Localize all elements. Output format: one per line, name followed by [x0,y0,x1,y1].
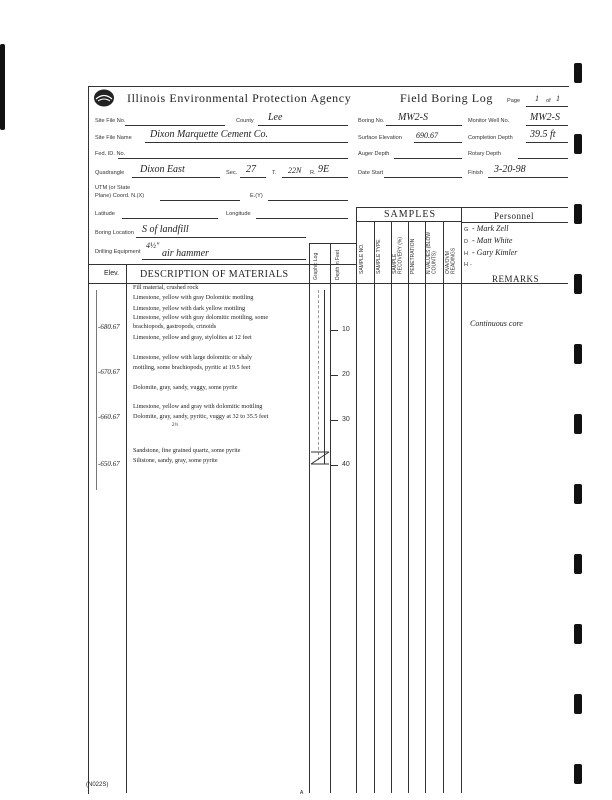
personnel-role-1: G [464,227,469,233]
agency-name: Illinois Environmental Protection Agency [127,91,352,105]
scan-mark-r7 [574,484,582,504]
completion-depth-line [526,142,568,143]
desc-row-9: Dolomite, gray, sandy, vuggy, some pyrite [133,384,238,391]
elev-670: -670.67 [98,368,120,376]
surface-elev-value[interactable]: 690.67 [416,131,438,140]
elev-col-border [126,264,127,793]
boring-no-line [386,125,462,126]
depth-tick-10 [330,330,338,331]
sample-col-sep-6 [461,221,462,793]
personnel-role-2: D [464,239,469,245]
form-title: Field Boring Log [400,91,493,105]
township-value[interactable]: 22N [288,166,302,175]
desc-row-8: mottling, some brachiopods, pyritic at 19.5 feet [133,364,251,371]
latitude-line [122,218,218,219]
page-underline [526,106,568,107]
scan-mark-r8 [574,554,582,574]
boring-no-label: Boring No. [358,118,385,124]
personnel-name-3[interactable]: - Gary Kimler [472,248,518,257]
boring-location-label: Boring Location [95,230,134,236]
auger-depth-line [394,158,462,159]
sample-col-2-header: SAMPLE TYPE [376,239,382,274]
desc-row-13: Siltstone, sandy, gray, some pyrite [133,457,218,464]
t-label: T. [272,170,277,176]
page-number[interactable]: 1 [535,94,539,103]
sample-col-sep-2 [391,221,392,793]
site-file-no-label: Site File No. [95,118,126,124]
depth-header: Depth in Feet [335,249,341,280]
footer-mark: A [300,790,304,796]
sample-col-6-header: OVA/OVM READINGS [445,247,457,274]
samples-top-line [356,207,568,208]
sample-col-sep-5 [443,221,444,793]
graphic-log-dash [318,290,319,460]
personnel-role-3: H [464,251,469,257]
monitor-well-label: Monitor Well No. [468,118,510,124]
drilling-equipment-value[interactable]: air hammer [162,248,209,259]
desc-row-2: Limestone, yellow with gray Dolomitic mottling [133,294,254,301]
t-r-line [282,177,348,178]
desc-row-11: Dolomite, gray, sandy, pyritic, vuggy at 32 to 35.5 feet [133,413,269,420]
surface-elev-label: Surface Elevation [358,135,402,141]
plane-coord-label: Plane) Coord. N.(X) [95,193,145,199]
depth-tick-40 [330,465,338,466]
coord-e-label: E.(Y) [250,193,263,199]
sec-line [240,177,266,178]
scan-mark-r10 [574,694,582,714]
graphic-col-border [330,243,331,793]
finish-line [488,177,568,178]
rotary-depth-label: Rotary Depth [468,151,501,157]
scan-mark-r4 [574,274,582,294]
drilling-equipment-size[interactable]: 4½" [146,241,160,250]
sample-col-1-header: SAMPLE NO. [359,243,365,274]
scan-mark-r6 [574,414,582,434]
quadrangle-value[interactable]: Dixon East [140,164,185,175]
depth-20: 20 [342,371,350,378]
elev-660: -660.67 [98,413,120,421]
remarks-text[interactable]: Continuous core [470,319,523,328]
desc-row-12: Sandstone, fine grained quartz, some pyrite [133,447,241,454]
form-border [88,86,569,794]
finish-label: Finish [468,170,483,176]
longitude-line [256,218,348,219]
sample-col-sep-1 [374,221,375,793]
scan-mark-r2 [574,134,582,154]
depth-tick-20 [330,375,338,376]
scan-mark-r1 [574,63,582,83]
desc-row-5: brachiopods, gastropods, crinoids [133,323,217,330]
elev-680: -680.67 [98,323,120,331]
latitude-label: Latitude [95,211,115,217]
desc-row-3: Limestone, yellow with dark yellow mottling [133,305,246,312]
personnel-name-4: - [470,262,472,268]
desc-row-7: Limestone, yellow with large dolomitic or shaly [133,354,252,361]
page-label: Page [507,98,521,104]
personnel-name-1[interactable]: - Mark Zell [472,224,509,233]
scan-mark-r5 [574,344,582,364]
r-label: R. [310,170,316,176]
depth-40: 40 [342,461,350,468]
finish-value[interactable]: 3-20-98 [494,164,526,175]
completion-depth-label: Completion Depth [468,135,513,141]
remarks-header: REMARKS [492,274,540,284]
graphic-log-well-line [324,290,325,464]
personnel-title-underline [461,222,568,223]
scan-mark-left [0,44,5,130]
page-of-label: of [546,98,551,104]
auger-depth-label: Auger Depth [358,151,390,157]
desc-row-4: Limestone, yellow with gray dolomitic mottling, some [133,314,269,321]
footer-code: (N022S) [86,782,109,788]
depth-10: 10 [342,326,350,333]
drilling-equipment-line [142,259,306,260]
scan-mark-r3 [574,204,582,224]
rotary-depth-line [518,158,568,159]
monitor-well-line [526,125,568,126]
personnel-name-2[interactable]: - Matt White [472,236,513,245]
depth-30: 30 [342,416,350,423]
page-total[interactable]: 1 [556,94,560,103]
elev-inner-line [96,290,97,490]
sec-value[interactable]: 27 [246,164,256,175]
sample-col-3-header: SAMPLE RECOVERY (%) [392,236,404,274]
date-start-line [384,177,462,178]
boring-location-line [136,237,306,238]
site-file-no-line [125,125,225,126]
coord-n-line [160,200,240,201]
sample-col-sep-4 [425,221,426,793]
graphic-log-symbol [310,450,330,466]
graphic-header-top [309,243,356,244]
monitor-well-value[interactable]: MW2-S [530,112,560,123]
county-label: County [236,118,254,124]
elev-header: Elev. [104,270,120,277]
county-value[interactable]: Lee [268,112,283,123]
sec-label: Sec. [226,170,238,176]
quadrangle-label: Quadrangle [95,170,125,176]
site-file-name-line [145,142,348,143]
boring-location-value[interactable]: S of landfill [142,224,189,235]
desc-row-10: Limestone, yellow and gray with dolomitic mottling [133,403,263,410]
iepa-logo [92,88,116,108]
coord-e-line [268,200,348,201]
desc-col-border [309,243,310,793]
utm-label: UTM (or State [95,185,131,191]
elev-650: -650.67 [98,460,120,468]
fed-id-line [118,158,348,159]
graphic-log-header: Graphic Log [313,252,319,280]
date-start-label: Date Start [358,170,384,176]
fed-id-label: Fed. ID. No. [95,151,126,157]
site-file-name-label: Site File Name [95,135,132,141]
drilling-equipment-label: Drilling Equipment [95,249,141,255]
longitude-label: Longitude [226,211,251,217]
sample-col-sep-3 [408,221,409,793]
description-header: DESCRIPTION OF MATERIALS [140,269,289,280]
sample-col-5-header: N VALUES (BLOW COUNTS) [426,231,438,274]
desc-row-1: Fill material, crushed rock [133,284,199,291]
boring-no-value[interactable]: MW2-S [398,112,428,123]
samples-title: SAMPLES [384,209,437,220]
scan-mark-r11 [574,764,582,784]
samples-left-border [356,207,357,793]
desc-row-6: Limestone, yellow and gray, stylolites at 12 feet [133,334,252,341]
surface-elev-line [414,142,462,143]
range-value[interactable]: 9E [318,164,330,175]
personnel-role-4: H [464,262,469,268]
desc-small-mark: 2½ [172,423,179,428]
scan-mark-r9 [574,624,582,644]
sample-col-4-header: PENETRATION [410,238,416,274]
personnel-title: Personnel [494,211,534,221]
county-line [258,125,348,126]
quadrangle-line [132,177,220,178]
completion-depth-value[interactable]: 39.5 ft [530,129,556,140]
site-file-name-value[interactable]: Dixon Marquette Cement Co. [150,129,268,140]
depth-tick-30 [330,420,338,421]
